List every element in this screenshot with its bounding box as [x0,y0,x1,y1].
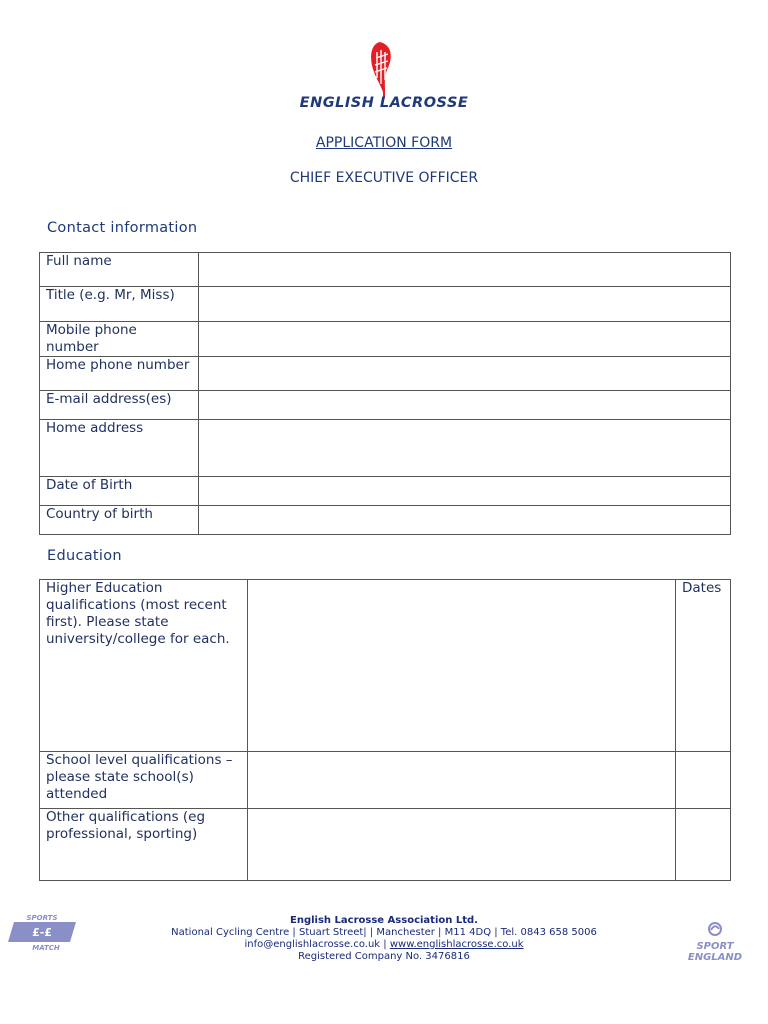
footer-org-name: English Lacrosse Association Ltd. [290,915,478,926]
table-row [40,477,731,506]
title-field[interactable] [199,287,731,322]
table-row [40,322,731,357]
contact-table [39,252,731,535]
footer-address: National Cycling Centre | Stuart Street| | Manchester | M11 4DQ | Tel. 0843 658 5006 [171,927,597,938]
email-field[interactable] [199,391,731,420]
sport-england-icon [705,921,725,937]
footer-separator: | [380,939,390,950]
education-heading: Education [47,548,122,564]
table-row [40,809,731,881]
sportsmatch-bottom-text: MATCH [32,944,60,952]
table-row [40,420,731,477]
logo-text: ENGLISH LACROSSE [299,95,469,111]
mobile-phone-field[interactable] [199,322,731,357]
table-row [40,253,731,287]
form-subtitle: CHIEF EXECUTIVE OFFICER [289,170,479,186]
school-qualifications-field[interactable] [248,752,676,809]
other-dates-field[interactable] [676,809,731,881]
other-qualifications-label: Other qualifications (eg professional, sporting) [40,809,248,881]
footer-contact-line [0,939,768,951]
table-row [40,506,731,535]
mobile-phone-label: Mobile phone number [40,322,199,357]
home-phone-field[interactable] [199,357,731,391]
dates-header: Dates [676,580,731,752]
english-lacrosse-logo [284,40,484,118]
title-label: Title (e.g. Mr, Miss) [40,287,199,322]
home-address-label: Home address [40,420,199,477]
home-address-field[interactable] [199,420,731,477]
footer [0,915,768,963]
date-of-birth-field[interactable] [199,477,731,506]
footer-registration: Registered Company No. 3476816 [298,951,470,962]
table-row [40,391,731,420]
table-row [40,752,731,809]
higher-education-field[interactable] [248,580,676,752]
table-row [40,357,731,391]
footer-email: info@englishlacrosse.co.uk [244,939,381,950]
sportsmatch-top-text: SPORTS [26,914,58,922]
sport-england-logo [680,921,750,963]
full-name-label: Full name [40,253,199,287]
higher-education-label: Higher Education qualifications (most recent first). Please state university/college for each. [40,580,248,752]
school-qualifications-label: School level qualifications – please state school(s) attended [40,752,248,809]
country-of-birth-field[interactable] [199,506,731,535]
lacrosse-stick-icon [284,40,484,98]
email-label: E-mail address(es) [40,391,199,420]
table-row [40,287,731,322]
date-of-birth-label: Date of Birth [40,477,199,506]
form-title: APPLICATION FORM [315,135,453,151]
country-of-birth-label: Country of birth [40,506,199,535]
full-name-field[interactable] [199,253,731,287]
footer-website-link[interactable]: www.englishlacrosse.co.uk [389,939,524,950]
sport-england-line1: SPORT [696,941,734,952]
sportsmatch-mid-text: £-£ [32,926,52,939]
table-row [40,580,731,752]
sport-england-line2: ENGLAND [687,952,743,963]
other-qualifications-field[interactable] [248,809,676,881]
school-dates-field[interactable] [676,752,731,809]
contact-heading: Contact information [47,220,198,236]
home-phone-label: Home phone number [40,357,199,391]
education-table [39,579,731,881]
